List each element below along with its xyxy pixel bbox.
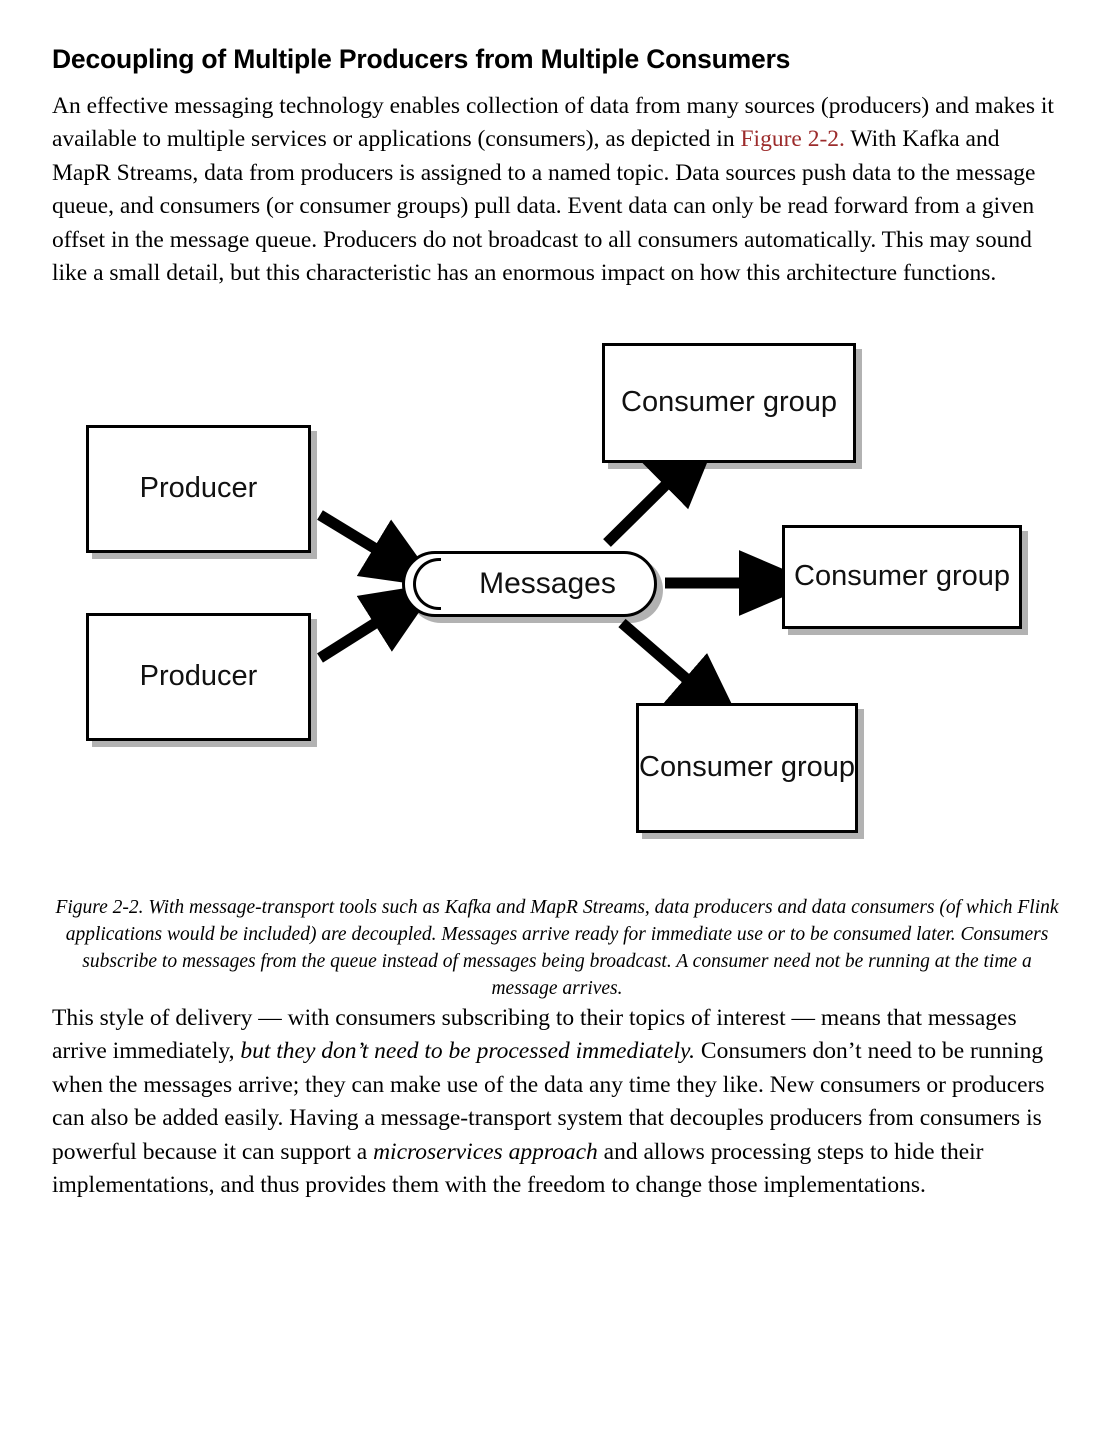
figure-2-2-reference-link[interactable]: Figure 2-2.: [740, 126, 845, 153]
figure-diagram-canvas: [52, 333, 1064, 878]
closing-paragraph: [52, 1002, 1064, 1203]
document-content: [52, 44, 1064, 1203]
diagram-node-producer-2: [86, 613, 311, 741]
diagram-node-consumer-group-2: [782, 525, 1022, 629]
figure-caption: Figure 2-2. With message-transport tools such as Kafka and MapR Streams, data producers and data consumers (of which Flink applications would be included) are decoupled. Messages arrive ready for immediate use or to be consumed later. Consumers subscribe to messages from the queue instead of messages being broadcast. A consumer need not be running at the time a message arrives.: [55, 896, 1059, 999]
closing-paragraph-emphasis-2: microservices approach: [373, 1138, 598, 1165]
diagram-node-consumer-group-1: [602, 343, 856, 463]
intro-paragraph: [52, 90, 1064, 291]
diagram-node-consumer-group-3: [636, 703, 858, 833]
page-title: Decoupling of Multiple Producers from Multiple Consumers: [52, 44, 791, 74]
closing-paragraph-emphasis-1: but they don’t need to be processed immediately.: [240, 1038, 696, 1065]
closing-paragraph-part-2: Consumers don’t need to be running when the messages arrive; they can make use of the data any time they like. New consumers or producers can also be added easily. Having a message-transport system that decouples producers from consumers is powerful because it can support a: [52, 1038, 1045, 1165]
diagram-node-producer-1-label: Producer: [139, 471, 258, 504]
intro-paragraph-text-before-link: An effective messaging technology enables collection of data from many sources (producers) and makes it available to multiple services or applications (consumers), as depicted in: [52, 92, 1054, 153]
diagram-node-message-queue: [402, 551, 657, 617]
diagram-node-producer-2-label: Producer: [139, 659, 258, 692]
cylinder-end-cap-icon: [413, 558, 441, 610]
diagram-node-producer-1: [86, 425, 311, 553]
diagram-node-message-queue-label: Messages: [479, 566, 616, 600]
figure-2-2: [52, 333, 1064, 878]
diagram-node-consumer-group-1-label: Consumer group: [621, 385, 837, 418]
diagram-node-consumer-group-3-label: Consumer group: [639, 750, 855, 783]
intro-paragraph-text-after-link: With Kafka and MapR Streams, data from producers is assigned to a named topic. Data sources push data to the message queue, and consumers (or consumer groups) pull data. Event data can only be read forward from a given offset in the message queue. Producers do not broadcast to all consumers automatically. This may sound like a small detail, but this characteristic has an enormous impact on how this architecture functions.: [52, 126, 1036, 287]
closing-paragraph-part-1: This style of delivery — with consumers subscribing to their topics of interest — means that messages arrive immediately,: [52, 1004, 1017, 1065]
diagram-node-consumer-group-2-label: Consumer group: [794, 559, 1010, 592]
closing-paragraph-part-3: and allows processing steps to hide their implementations, and thus provides them with the freedom to change those implementations.: [52, 1138, 984, 1199]
